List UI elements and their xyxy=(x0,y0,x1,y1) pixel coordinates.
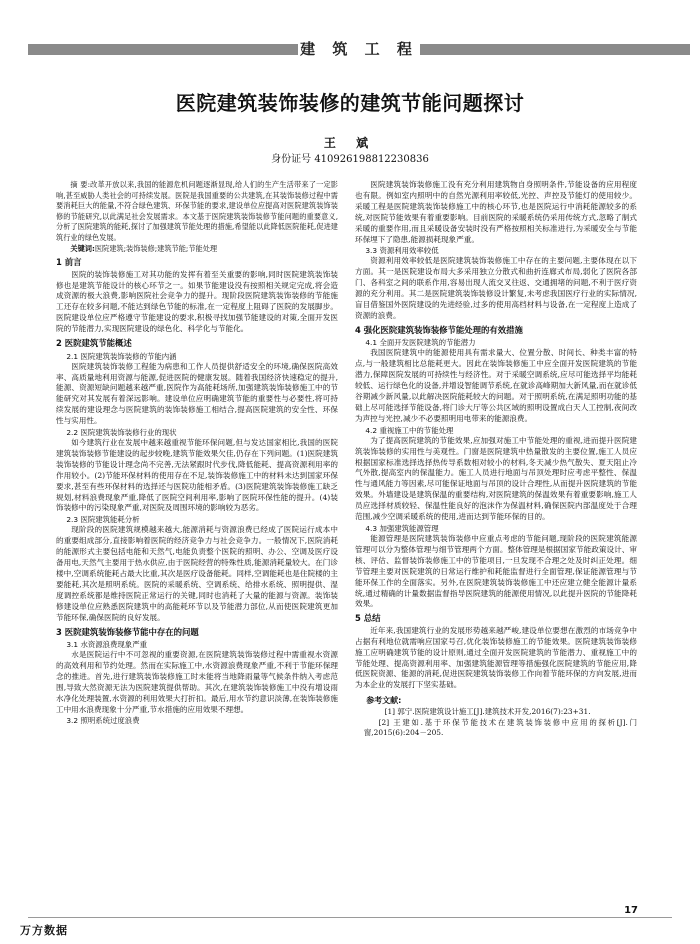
left-column-body xyxy=(56,257,338,726)
body-paragraph: 能源管理是医院建筑装饰装修中应重点考虑的节能问题,现阶段的医院建筑能源管理可以分为整体管理与细节管理两个方面。整体管理是根据国家节能政策设计、审核、评估、监督装饰装修施工中的节能项目,一旦发现不合理之处及时纠正处理。细节管理主要对医院建筑的日常运行维护和耗能监督进行全面管理,保证能源管理与节能环保工作的全面落实。另外,在医院建筑装饰装修施工中还应建立健全能源计量系统,通过精确的计量数据监督指导医院建筑的能源使用情况,以此提升医院的节能降耗效果。 xyxy=(355,533,637,609)
reference-item-2: [2] 王建如.基于环保节能技术在建筑装饰装修中应用的探析[J].门窗,2015(6):204－205. xyxy=(363,717,637,738)
abstract: 摘 要:改革开放以来,我国的能源危机问题逐渐显现,给人们的生产生活带来了一定影响,甚至威胁人类社会的可持续发展。医院是我国重要的公共建筑,在其装饰装修过程中需要消耗巨大的能量,不符合绿色建筑、环保节能的要求,建设单位应提高对医院建筑装饰装修的节能研究,以此满足社会发展需求。本文基于医院建筑装饰装修节能问题的重要意义,分析了医院建筑的能耗,探讨了加强建筑节能处理的措施,希望能以此降低医院能耗,促进建筑行业的绿色发展。 xyxy=(56,180,338,242)
article-title: 医院建筑装饰装修的建筑节能问题探讨 xyxy=(175,91,525,115)
section-heading: 1 前言 xyxy=(56,257,82,268)
section-title: 建 筑 工 程 xyxy=(300,40,418,58)
header-bar-right xyxy=(420,44,690,55)
body-paragraph: 近年来,我国建筑行业的发展形势越来越严峻,建设单位要想在激烈的市场竞争中占据有利地位就需响应国家号召,优化装饰装修施工的节能效果。医院建筑装饰装修施工应明确建筑节能的设计原则,通过全面开发医院建筑的节能潜力、重视施工中的节能处理、提高资源利用率、加强建筑能源管理等措施强化医院建筑的节能应用,降低医院资源、能源的消耗,促进医院建筑装饰装修工作向着节能环保的方向发展,进而为本企业的发展打下坚实基础。 xyxy=(355,625,637,690)
header-bar-left xyxy=(28,44,298,55)
subsection-heading: 2.3 医院建筑能耗分析 xyxy=(66,515,140,525)
keywords-text: 医院建筑;装饰装修;建筑节能;节能处理 xyxy=(94,243,218,253)
reference-item-1: [1] 郭宁.医院建筑设计施工[J].建筑技术开发,2016(7):23+31. xyxy=(384,707,591,717)
body-paragraph: 资源利用效率较低是医院建筑装饰装修施工中存在的主要问题,主要体现在以下方面。其一是医院建设布局大多采用独立分散式和曲折连廊式布局,弱化了医院各部门、各科室之间的联系作用,容易出现人流交叉往返、交通拥堵的问题,不利于医疗资源的充分利用。其二是医院建筑装饰装修设计繁复,未考虑我国医疗行业的实际情况,盲目借鉴国外医院建设的先进经验,过多的使用高档材料与设备,在一定程度上造成了资源的浪费。 xyxy=(355,256,637,320)
section-header xyxy=(0,37,700,61)
section-heading: 4 强化医院建筑装饰装修节能处理的有效措施 xyxy=(355,324,523,335)
body-paragraph: 水是医院运行中不可忽视的重要资源,在医院建筑装饰装修过程中需重视水资源的高效利用和节约处理。然而在实际施工中,水资源浪费现象严重,不利于节能环保理念的推进。首先,进行建筑装饰装修施工时未能将当地降雨量等气候条件纳入考虑范围,导致大然资源无法为医院建筑提供帮助。其次,在建筑装饰装修施工中没有增设雨水净化处理装置,水资源的利用效果大打折扣。最后,用水节约意识淡薄,在装饰装修施工中用水浪费现象十分严重,节水措施的应用效果不理想。 xyxy=(56,650,338,714)
body-paragraph: 如今建筑行业在发展中越来越重视节能环保问题,但与发达国家相比,我国的医院建筑装饰装修节能建设的起步较晚,建筑节能效果欠佳,仍存在下列问题。(1)医院建筑装饰装修的节能设计理念尚不完善,无法紧跟时代步伐,降低能耗、提高资源利用率的作用较小。(2)节能环保材料的使用存在不足,装饰装修施工中的材料未达到国家环保要求,甚至有些环保材料的选择还与医院功能相矛盾。(3)医院建筑装饰装修施工缺乏规划,材料浪费现象严重,降低了医院空间利用率,影响了医院环保性能的提升。(4)装饰装修中的污染现象严重,对医院及周围环境的影响较为恶劣。 xyxy=(56,438,338,513)
body-paragraph: 医院建筑装饰装修施工没有充分利用建筑物自身照明条件,节能设备的应用程度也有限。例如室内照明中的自然光源利用率较低,光控、声控及节能灯的使用较少。采暖工程是医院建筑装饰装修施工中的核心环节,也是医院运行中消耗能源较多的系统,对医院节能效果有着重要影响。目前医院的采暖系统仍采用传统方式,忽略了制式采暖的重要作用,而且采暖设备安装时没有严格按照相关标准进行,为采暖安全与节能环保埋下了隐患,能源损耗现象严重。 xyxy=(355,180,637,244)
subsection-heading: 4.1 全面开发医院建筑的节能潜力 xyxy=(365,338,476,348)
watermark-text: 万方数据 xyxy=(20,924,68,937)
subsection-heading: 4.2 重视施工中的节能处理 xyxy=(365,425,454,435)
subsection-heading: 2.1 医院建筑装饰装修的节能内涵 xyxy=(66,351,177,361)
left-column xyxy=(56,180,338,726)
subsection-heading: 4.3 加强建筑能源管理 xyxy=(365,523,439,533)
keywords-label: 关键词: xyxy=(70,243,95,253)
right-column-body xyxy=(355,180,637,691)
section-heading: 3 医院建筑装饰装修节能中存在的问题 xyxy=(56,626,199,637)
section-heading: 2 医院建筑节能概述 xyxy=(56,338,132,349)
right-column xyxy=(355,180,637,739)
body-paragraph: 医院建筑装饰装修工程能为病患和工作人员提供舒适安全的环境,确保医院高效率、高质量地利用资源与能源,促进医院的健康发展。随着我国经济快速稳定的提升,能源、资源短缺问题越来越严重,医院作为高能耗场所,加强建筑装饰装修施工中的节能研究对其发展有着深远影响。建设单位应明确建筑节能的重要性与必要性,将可持续发展的建设理念与医院建筑的装饰装修施工相结合,提高医院建筑的安全性、环保性与实用性。 xyxy=(56,361,338,426)
body-paragraph: 为了提高医院建筑的节能效果,应加强对施工中节能处理的重视,进而提升医院建筑装饰装修的实用性与美观性。门窗是医院建筑中热量散发的主要位置,施工人员应根据国家标准选择选择热传导系数相对较小的材料,冬天减少热气散失、夏天阻止冷气外散,提高室内的保温能力。施工人员进行地面与吊顶处理时应考虑平整性、保温性与通风能力等因素,尽可能保证地面与吊顶的设计合理性,从而提升医院建筑的节能效果。外墙建设是建筑保温的重要结构,对医院建筑的保温效果有着重要影响,施工人员应选择材质较轻、保温性能良好的泡沫作为保温材料,确保医院内部温度处于合理范围,减少空调采暖系统的使用,进而达到节能环保的目的。 xyxy=(355,435,637,522)
body-paragraph: 医院的装饰装修施工对其功能的发挥有着至关重要的影响,同时医院建筑装饰装修也是建筑节能设计的核心环节之一。如果节能建设没有按照相关规定完成,将会造成资源的极大浪费,影响医院社会竞争力的提升。现阶段医院建筑装饰装修的节能施工还存在较多问题,不能达到绿色节能的标准,在一定程度上阻碍了医院的发展脚步。医院建设单位应严格遵守节能建设的要求,积极寻找加强节能建设的对策,全面开发医院的节能潜力,实现医院建设的绿色化、科学化与节能化。 xyxy=(56,269,338,334)
keywords xyxy=(56,244,338,255)
subsection-heading: 3.1 水资源浪费现象严重 xyxy=(66,640,147,650)
body-paragraph: 我国医院建筑中的能源使用具有需求量大、位置分散、时间长、种类丰富的特点,与一般建筑相比总能耗更大。因此在装饰装修施工中应全面开发医院建筑的节能潜力,保障医院发展的可持续性与经济性。对于采暖空调系统,应尽可能选择平均能耗较低、运行绿色化的设备,并增设智能调节系统,在就诊高峰期加大新风量,而在就诊低谷期减少新风量,以此解决医院能耗较大的问题。对于照明系统,在满足照明功能的基础上尽可能选择节能设备,将门诊大厅等公共区域的照明设置成白天人工控制,夜间改为声控与光控,减少不必要照明用电带来的能源浪费。 xyxy=(355,348,637,423)
body-paragraph: 现阶段的医院建筑规模越来越大,能源消耗与资源浪费已经成了医院运行成本中的重要组成部分,直接影响着医院的经济竞争力与社会竞争力。一般情况下,医院消耗的能源形式主要包括电能和天然气,电能负责整个医院的照明、办公、空调及医疗设备用电,天然气主要用于热水供应,由于医院经营的特殊性质,能源消耗量较大。在门诊楼中,空调系统能耗占最大比重,其次是医疗设备能耗。同样,空调能耗也是住院楼的主要能耗,其次是照明系统。医院的采暖系统、空调系统、给排水系统、照明提供、湿度调控系统都是维持医院正常运行的关键,同时也消耗了大量的能源与资源。装饰装修建设单位应熟悉医院建筑中的高能耗环节以及节能潜力部位,从而使医院建筑更加节能环保,确保医院的良好发展。 xyxy=(56,525,338,622)
section-heading: 5 总结 xyxy=(355,613,381,624)
references-heading: 参考文献: xyxy=(366,696,402,706)
footer-rule xyxy=(28,917,672,918)
author-id-line: 身份证号 410926198812230836 xyxy=(271,154,429,165)
subsection-heading: 3.3 资源利用效率较低 xyxy=(365,246,439,256)
subsection-heading: 3.2 照明系统过度浪费 xyxy=(66,716,140,726)
article-author: 王 斌 xyxy=(323,136,377,150)
page-number: 17 xyxy=(624,905,638,916)
subsection-heading: 2.2 医院建筑装饰装修行业的现状 xyxy=(66,428,177,438)
